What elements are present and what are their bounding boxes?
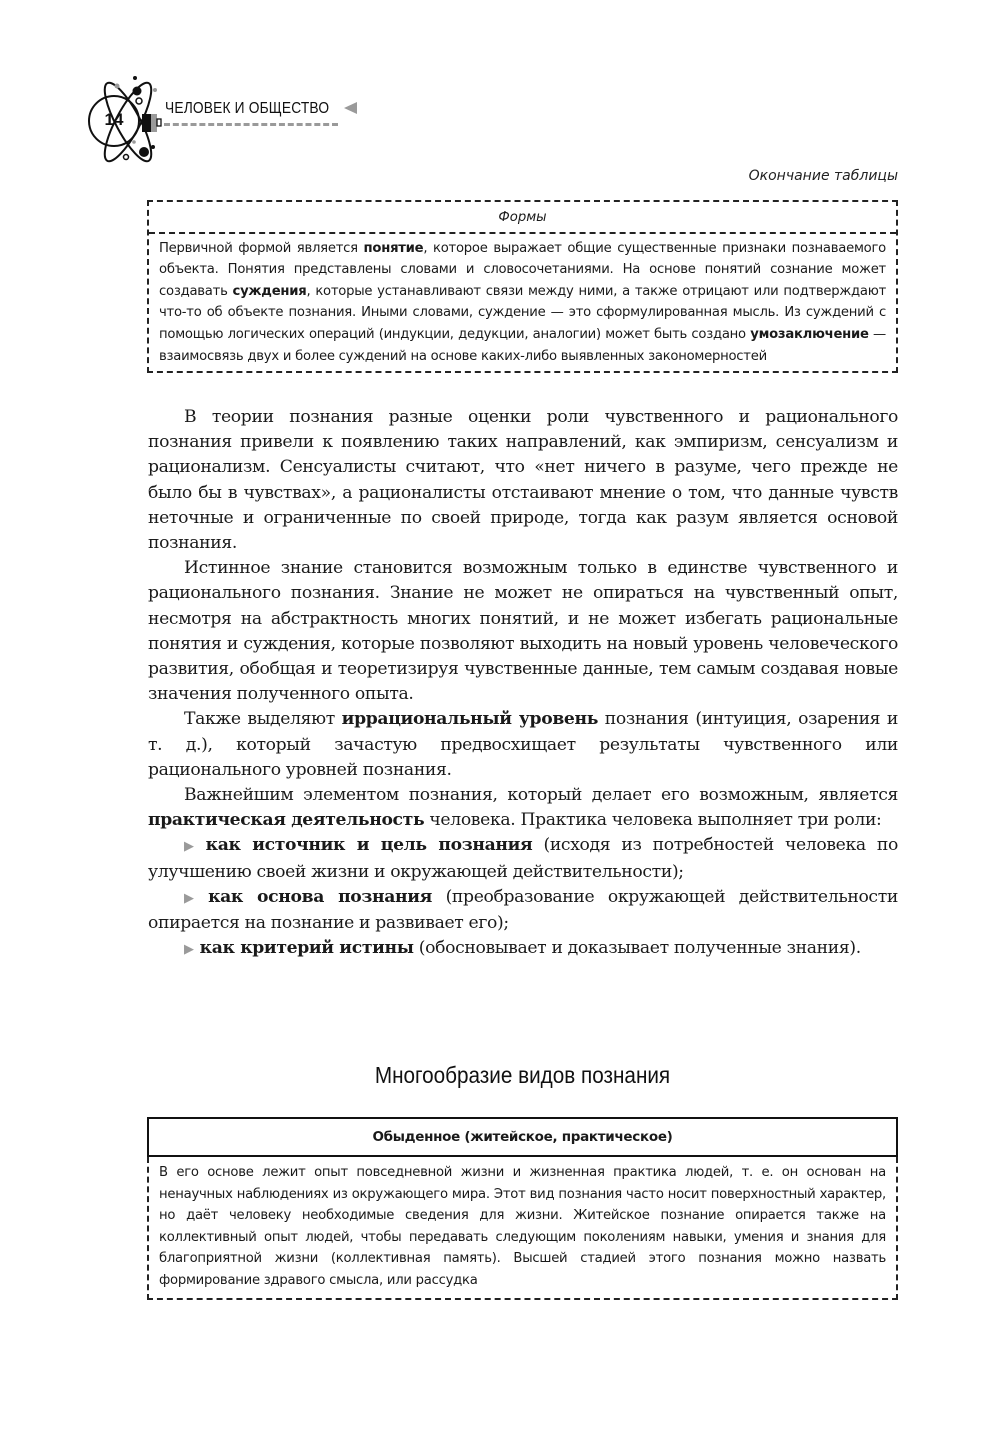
term-inference: умозаключение	[750, 326, 869, 342]
paragraph	[148, 783, 898, 833]
text-segment: — взаимосвязь двух и более суждений на основе каких-либо выявленных закономерностей	[159, 326, 886, 364]
left-arrow-icon	[344, 102, 357, 114]
role-title: как источник и цель познания	[205, 835, 533, 856]
dashed-rule	[164, 123, 338, 126]
text-segment: , которые устанавливают связи между ними, а также отрицают или подтверждают что-то об объекте познания. Иными словами, суждение — это сформулированная мысль. Из суждений с помощью логических операций (индукции, дедукции, аналогии) может быть создано	[159, 283, 887, 342]
term-judgment: суждения	[232, 283, 307, 299]
text-segment: Важнейшим элементом познания, который делает его возможным, является	[184, 785, 898, 806]
triangle-bullet-icon: ▶	[184, 839, 200, 855]
paragraph: Истинное знание становится возможным только в единстве чувственного и рационального познания. Знание не может не опираться на чувственный опыт, несмотря на абстрактность многих понятий, и не может избегать рациональные понятия и суждения, которые позволяют выходить на новый уровень человеческого развития, обобщая и теоретизируя чувственные данные, тем самым создавая новые значения полученного опыта.	[148, 558, 898, 705]
text-segment: Первичной формой является	[159, 240, 364, 256]
forms-table	[147, 200, 898, 373]
triangle-bullet-icon: ▶	[184, 942, 194, 958]
forms-table-body	[149, 234, 896, 372]
section-title: Многообразие видов познания	[374, 1062, 671, 1088]
kinds-table	[147, 1157, 898, 1300]
term-concept: понятие	[363, 240, 424, 256]
text-segment: Также выделяют	[184, 709, 342, 730]
text-segment: познания (интуиция, озарения и т. д.), который зачастую предвосхищает результаты чувственного или рационального уровней познания.	[148, 709, 898, 780]
triangle-bullet-icon: ▶	[184, 890, 203, 906]
term-practical-activity: практическая деятельность	[148, 810, 425, 831]
role-title: как основа познания	[208, 886, 433, 907]
table-continuation-label: Окончание таблицы	[748, 168, 898, 184]
paragraph	[148, 707, 898, 783]
role-title: как критерий истины	[199, 938, 414, 959]
paragraph: В теории познания разные оценки роли чувственного и рационального познания привели к появлению таких направлений, как эмпиризм, сенсуализм и рационализм. Сенсуалисты считают, что «нет ничего в разуме, чего прежде не было бы в чувствах», а рационалисты отстаивают мнение о том, что данные чувств неточные и ограниченные по своей природе, тогда как разум является основой познания.	[148, 407, 898, 554]
kinds-table-body: В его основе лежит опыт повседневной жизни и жизненная практика людей, т. е. он основан на ненаучных наблюдениях из окружающего мира. Этот вид познания часто носит поверхностный характер, но даёт человеку необходимые сведения для жизни. Житейское познание опирается также на коллективный опыт людей, чтобы передавать следующим поколениям навыки, умения и знания для благоприятной жизни (коллективная память). Высшей стадией этого познания можно назвать формирование здравого смысла, или рассудка	[159, 1165, 886, 1288]
list-item	[148, 936, 898, 962]
text-segment: , которое выражает общие существенные признаки познаваемого объекта. Понятия представлены словами и словосочетаниями. На основе понятий сознание может создавать	[159, 240, 886, 299]
list-item	[148, 833, 898, 884]
kinds-table-heading: Обыденное (житейское, практическое)	[147, 1117, 898, 1157]
body-text	[148, 405, 898, 962]
role-description: (исходя из потребностей человека по улучшению своей жизни и окружающей действительности);	[148, 835, 898, 882]
running-header	[86, 72, 386, 172]
role-description: (преобразование окружающей действительности опирается на познание и развивает его);	[148, 886, 898, 934]
forms-table-heading: Формы	[149, 202, 896, 234]
running-title: ЧЕЛОВЕК И ОБЩЕСТВО	[165, 100, 330, 117]
term-irrational-level: иррациональный уровень	[341, 709, 599, 730]
list-item	[148, 885, 898, 936]
role-description: (обосновывает и доказывает полученные знания).	[413, 938, 861, 959]
text-segment: человека. Практика человека выполняет три роли:	[424, 810, 882, 831]
page-number: 14	[104, 110, 124, 129]
